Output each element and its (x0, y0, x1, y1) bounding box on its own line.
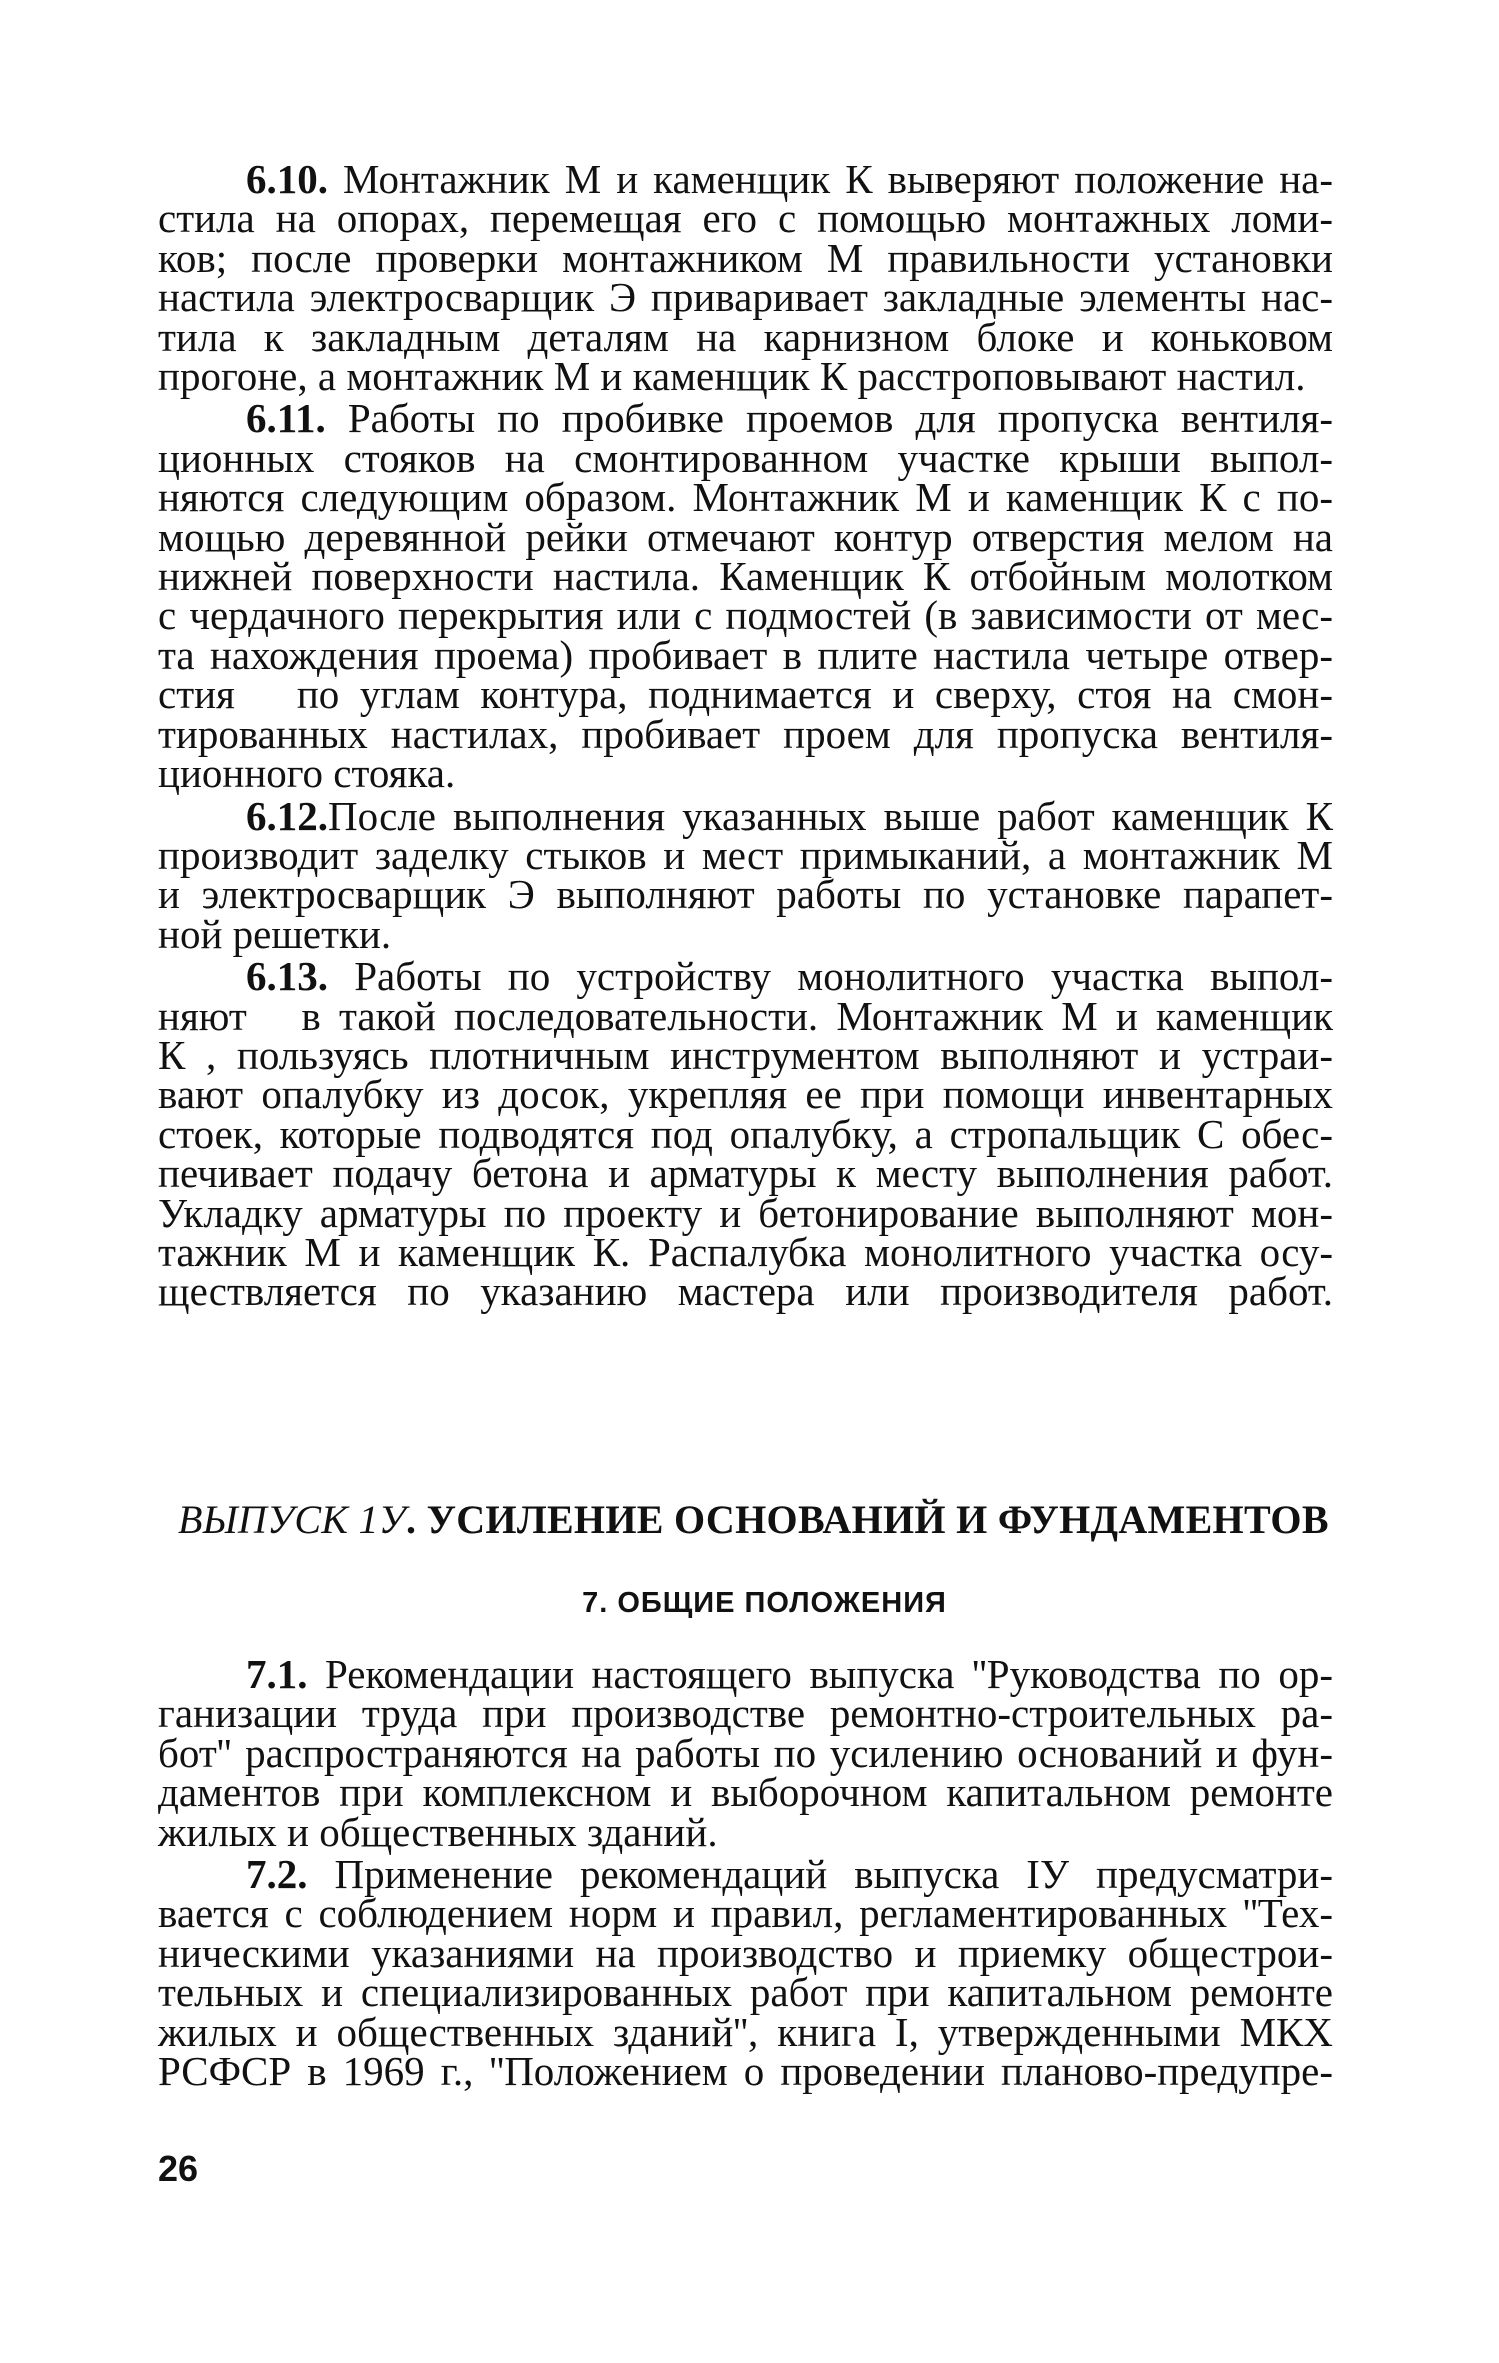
paragraph-line: ков; после проверки монтажником М правильности установки (158, 234, 1333, 281)
paragraph-line: 6.11. Работы по пробивке проемов для пропуска вентиля- (246, 395, 1333, 442)
paragraph-line: вают опалубку из досок, укрепляя ее при помощи инвентарных (158, 1071, 1333, 1118)
paragraph-line: стоек, которые подводятся под опалубку, а стропальщик С обес- (158, 1110, 1333, 1157)
paragraph-line: 6.12.После выполнения указанных выше работ каменщик К (246, 792, 1333, 839)
paragraph-line: К , пользуясь плотничным инструментом выполняют и устраи- (158, 1031, 1333, 1078)
page-number: 26 (158, 2148, 199, 2189)
paragraph-line: няются следующим образом. Монтажник М и каменщик К с по- (158, 474, 1333, 521)
paragraph-line: стия по углам контура, поднимается и сверху, стоя на смон- (158, 671, 1333, 718)
paragraph-line: прогоне, а монтажник М и каменщик К расстроповывают настил. (158, 353, 1306, 400)
issue-label: ВЫПУСК 1У (178, 1497, 406, 1542)
paragraph-number: 7.1. (246, 1651, 308, 1697)
paragraph-line: ционного стояка. (158, 750, 456, 797)
paragraph-line: ническими указаниями на производство и приемку общестрои- (158, 1929, 1333, 1976)
paragraph-line: с чердачного перекрытия или с подмостей (в зависимости от мес- (158, 592, 1333, 639)
paragraph-line: ной решетки. (158, 910, 392, 957)
paragraph-line: ществляется по указанию мастера или производителя работ. (158, 1268, 1333, 1315)
paragraph-line: ганизации труда при производстве ремонтно-строительных ра- (158, 1690, 1333, 1737)
paragraph-line: няют в такой последовательности. Монтажник М и каменщик (158, 992, 1333, 1039)
paragraph-line: настила электросварщик Э приваривает закладные элементы нас- (158, 274, 1333, 321)
paragraph-6-10 (158, 156, 1333, 400)
paragraph-line: печивает подачу бетона и арматуры к месту выполнения работ. (158, 1150, 1333, 1197)
paragraph-number: 7.2. (246, 1851, 308, 1898)
paragraph-line: 7.2. Применение рекомендаций выпуска IУ предусматри- (246, 1851, 1333, 1898)
paragraph-6-13 (158, 953, 1333, 1315)
text-block-section-7 (158, 1651, 1333, 2095)
paragraph-number: 6.11. (246, 395, 326, 442)
chapter-heading: 7. ОБЩИЕ ПОЛОЖЕНИЯ (582, 1587, 947, 1619)
paragraph-6-12 (158, 792, 1333, 957)
paragraph-7-2 (158, 1851, 1333, 2095)
paragraph-line: мощью деревянной рейки отмечают контур отверстия мелом на (158, 513, 1333, 560)
paragraph-line: 7.1. Рекомендации настоящего выпуска ''Руководства по ор- (246, 1651, 1333, 1697)
paragraph-line: тила к закладным деталям на карнизном блоке и коньковом (158, 313, 1333, 360)
paragraph-line: тированных настилах, пробивает проем для пропуска вентиля- (158, 710, 1333, 757)
paragraph-line: 6.13. Работы по устройству монолитного участка выпол- (246, 953, 1333, 1000)
paragraph-number: 6.12. (246, 792, 328, 839)
paragraph-6-11 (158, 395, 1333, 797)
paragraph-line: ционных стояков на смонтированном участке крыши выпол- (158, 434, 1333, 481)
paragraph-line: тажник М и каменщик К. Распалубка монолитного участка осу- (158, 1228, 1333, 1275)
paragraph-line: стила на опорах, перемещая его с помощью монтажных ломи- (158, 195, 1333, 242)
paragraph-line: и электросварщик Э выполняют работы по установке парапет- (158, 871, 1333, 918)
paragraph-line: производит заделку стыков и мест примыканий, а монтажник М (158, 831, 1333, 878)
paragraph-line: тельных и специализированных работ при капитальном ремонте (158, 1969, 1333, 2016)
paragraph-line: РСФСР в 1969 г., ''Положением о проведении планово-предупре- (158, 2048, 1333, 2095)
paragraph-line: жилых и общественных зданий. (158, 1808, 718, 1855)
paragraph-line: жилых и общественных зданий'', книга I, утвержденными МКХ (158, 2008, 1333, 2055)
paragraph-line: бот'' распространяются на работы по усилению оснований и фун- (158, 1729, 1333, 1776)
paragraph-line: та нахождения проема) пробивает в плите настила четыре отвер- (158, 631, 1333, 678)
paragraph-7-1 (158, 1651, 1333, 1855)
paragraph-number: 6.10. (246, 156, 328, 202)
paragraph-line: Укладку арматуры по проекту и бетонирование выполняют мон- (158, 1189, 1333, 1236)
paragraph-line: нижней поверхности настила. Каменщик К отбойным молотком (158, 553, 1333, 600)
paragraph-number: 6.13. (246, 953, 328, 1000)
paragraph-line: даментов при комплексном и выборочном капитальном ремонте (158, 1769, 1333, 1816)
text-block-section-6 (158, 156, 1333, 1315)
paragraph-line: 6.10. Монтажник М и каменщик К выверяют положение на- (246, 156, 1333, 202)
section-heading (178, 1496, 1338, 1543)
paragraph-line: вается с соблюдением норм и правил, регламентированных ''Тех- (158, 1890, 1333, 1937)
section-heading-text: . УСИЛЕНИЕ ОСНОВАНИЙ И ФУНДАМЕНТОВ (405, 1497, 1329, 1542)
